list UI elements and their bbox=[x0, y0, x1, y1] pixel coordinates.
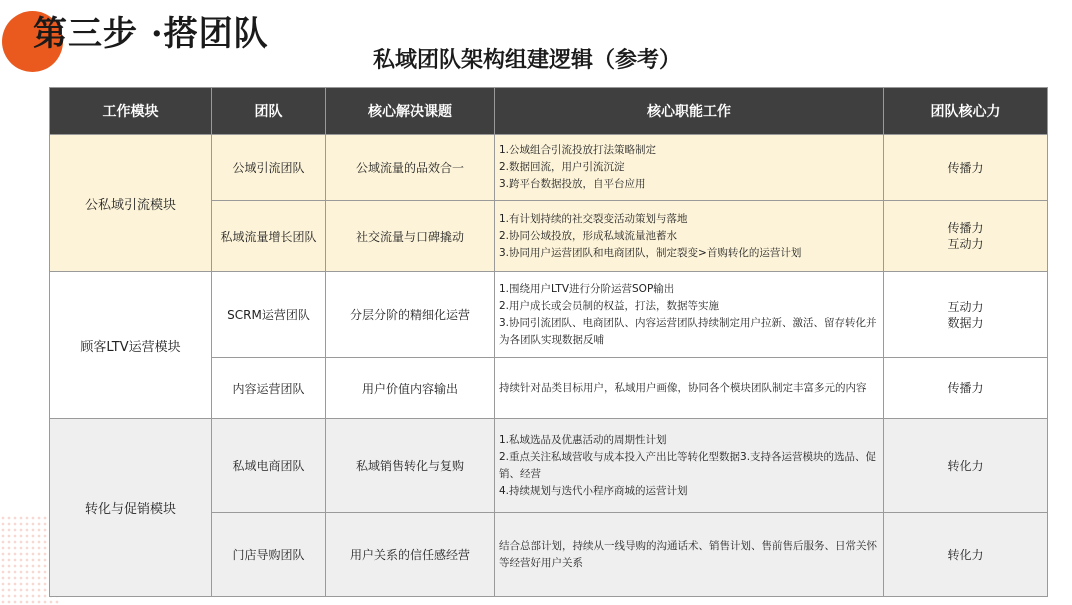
core-power-label: 传播力 bbox=[947, 160, 984, 175]
team-cell: 私域电商团队 bbox=[212, 419, 326, 513]
team-cell: 公域引流团队 bbox=[212, 135, 326, 201]
duty-line: 3.协同引流团队、电商团队、内容运营团队持续制定用户拉新、激活、留存转化并为各团队实现数据反哺 bbox=[499, 316, 877, 346]
core-power-label: 传播力 bbox=[947, 381, 984, 395]
core-power-cell bbox=[884, 272, 1048, 358]
core-power-label: 转化力 bbox=[947, 458, 984, 473]
duties-cell bbox=[495, 513, 884, 597]
duty-line: 3.协同用户运营团队和电商团队，制定裂变>首购转化的运营计划 bbox=[499, 246, 802, 259]
topic-cell: 私域销售转化与复购 bbox=[326, 419, 495, 513]
core-power-label: 互动力 bbox=[947, 237, 984, 251]
team-structure-table bbox=[49, 87, 1048, 597]
core-power-cell bbox=[884, 201, 1048, 272]
sub-title: 私域团队架构组建逻辑（参考） bbox=[373, 47, 682, 73]
module-cell: 公私域引流模块 bbox=[50, 135, 212, 272]
header-core-duties: 核心职能工作 bbox=[495, 88, 884, 135]
core-power-label: 转化力 bbox=[947, 547, 984, 562]
duty-line: 2.协同公域投放，形成私域流量池蓄水 bbox=[499, 229, 678, 242]
team-cell: 内容运营团队 bbox=[212, 358, 326, 419]
core-power-label: 数据力 bbox=[947, 315, 984, 330]
topic-cell: 公域流量的品效合一 bbox=[326, 135, 495, 201]
module-cell: 转化与促销模块 bbox=[50, 419, 212, 597]
duty-line: 3.跨平台数据投放，自平台应用 bbox=[499, 178, 646, 190]
topic-cell: 分层分阶的精细化运营 bbox=[326, 272, 495, 358]
duty-line: 1.公域组合引流投放打法策略制定 bbox=[499, 144, 657, 156]
team-cell: 私域流量增长团队 bbox=[212, 201, 326, 272]
topic-cell: 社交流量与口碑撬动 bbox=[326, 201, 495, 272]
core-power-cell bbox=[884, 513, 1048, 597]
core-power-label: 传播力 bbox=[947, 221, 984, 235]
duty-line: 2.用户成长或会员制的权益，打法，数据等实施 bbox=[499, 299, 720, 312]
core-power-label: 互动力 bbox=[947, 299, 984, 314]
duty-line: 1.私域选品及优惠活动的周期性计划 bbox=[499, 433, 667, 446]
step-title: 第三步 ·搭团队 bbox=[33, 14, 269, 54]
header-core-power: 团队核心力 bbox=[884, 88, 1048, 135]
duties-cell bbox=[495, 358, 884, 419]
team-cell: 门店导购团队 bbox=[212, 513, 326, 597]
topic-cell: 用户关系的信任感经营 bbox=[326, 513, 495, 597]
core-power-cell bbox=[884, 419, 1048, 513]
header-core-topic: 核心解决课题 bbox=[326, 88, 495, 135]
table-row bbox=[50, 272, 1048, 358]
duty-line: 1.有计划持续的社交裂变活动策划与落地 bbox=[499, 212, 688, 225]
header-work-module: 工作模块 bbox=[50, 88, 212, 135]
header-team: 团队 bbox=[212, 88, 326, 135]
core-power-cell bbox=[884, 135, 1048, 201]
topic-cell: 用户价值内容输出 bbox=[326, 358, 495, 419]
duties-cell bbox=[495, 419, 884, 513]
table-header-row bbox=[50, 88, 1048, 135]
team-cell: SCRM运营团队 bbox=[212, 272, 326, 358]
duties-cell bbox=[495, 272, 884, 358]
duty-line: 持续针对品类目标用户，私域用户画像，协同各个模块团队制定丰富多元的内容 bbox=[499, 381, 867, 394]
duties-cell bbox=[495, 135, 884, 201]
duty-line: 2.重点关注私域营收与成本投入产出比等转化型数据3.支持各运营模块的选品、促销、经营 bbox=[499, 450, 877, 480]
duty-line: 1.围绕用户LTV进行分阶运营SOP输出 bbox=[499, 282, 675, 295]
duty-line: 4.持续规划与迭代小程序商城的运营计划 bbox=[499, 484, 688, 497]
table-row bbox=[50, 135, 1048, 201]
duty-line: 结合总部计划，持续从一线导购的沟通话术、销售计划、售前售后服务、日常关怀等经营好用户关系 bbox=[499, 539, 877, 569]
module-cell: 顾客LTV运营模块 bbox=[50, 272, 212, 419]
duty-line: 2.数据回流，用户引流沉淀 bbox=[499, 161, 625, 173]
table-row bbox=[50, 419, 1048, 513]
duties-cell bbox=[495, 201, 884, 272]
core-power-cell bbox=[884, 358, 1048, 419]
